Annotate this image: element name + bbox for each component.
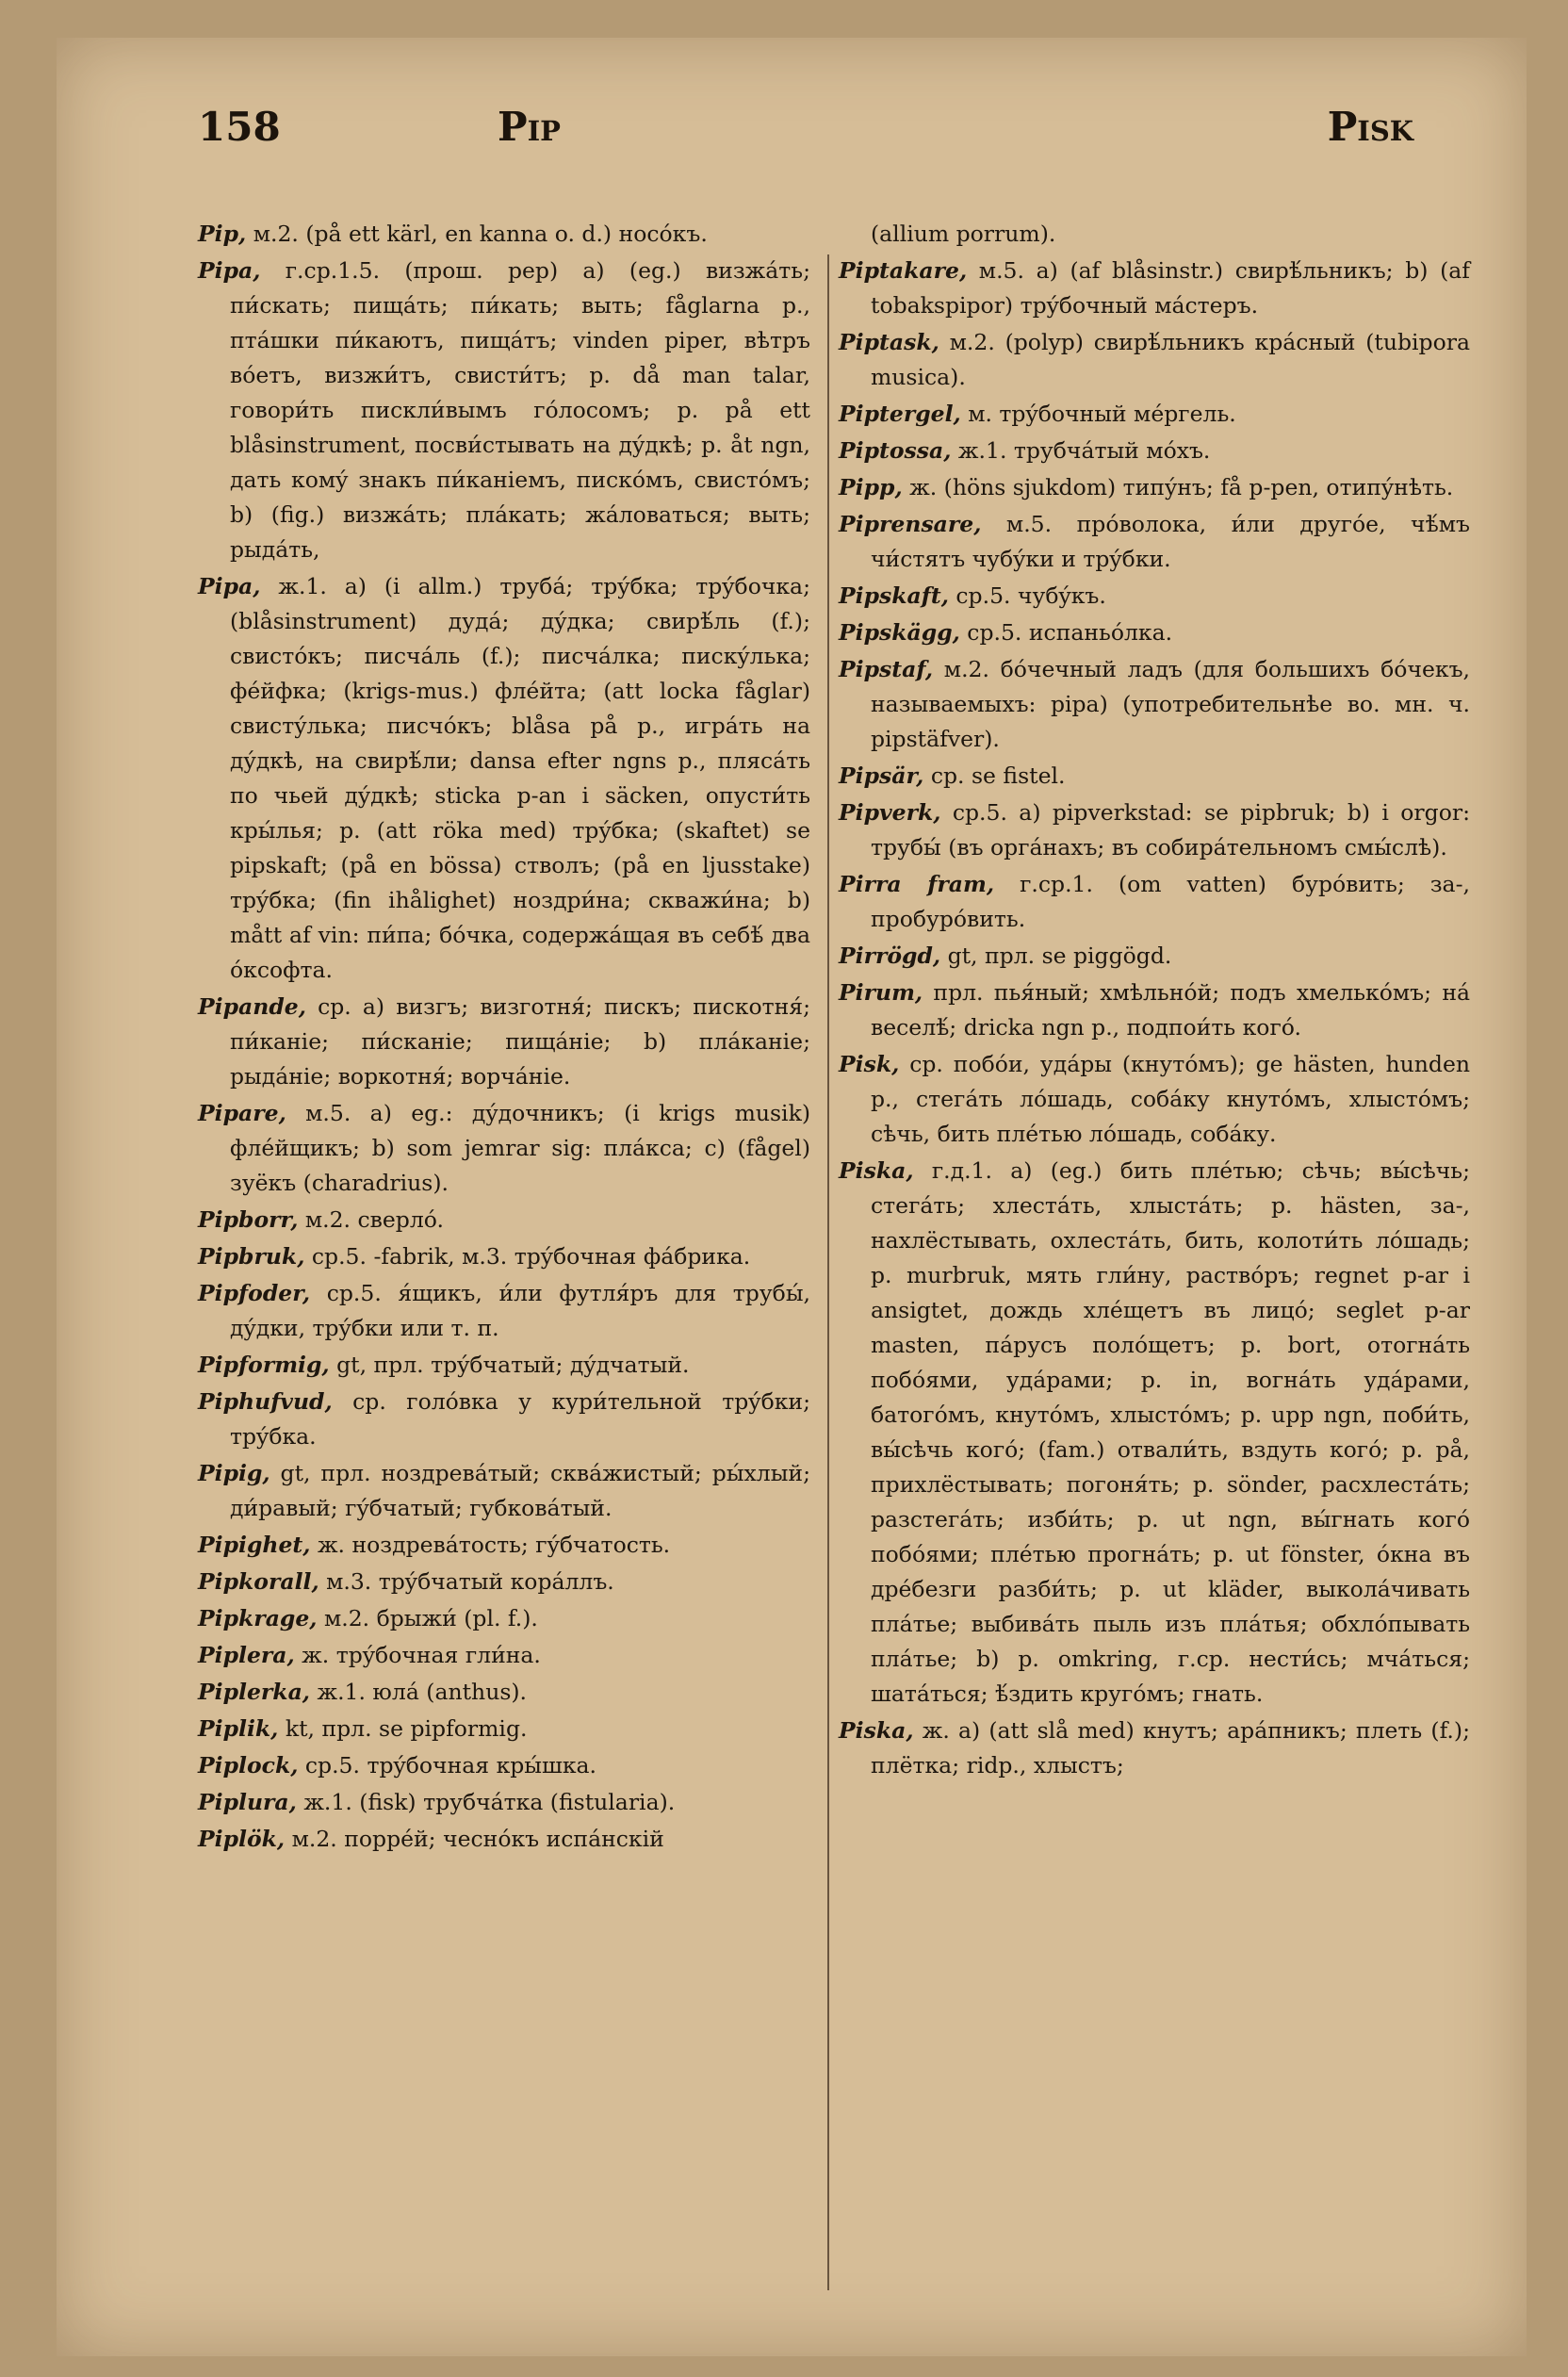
entry-headword: Pip, [198, 221, 247, 247]
column-divider [827, 254, 829, 2290]
entry-headword: Pipbruk, [198, 1243, 305, 1270]
dictionary-entry [198, 1456, 810, 1526]
dictionary-entry [198, 254, 810, 567]
dictionary-entry [839, 867, 1470, 937]
dictionary-entry [198, 1675, 810, 1710]
dictionary-entry [198, 1096, 810, 1201]
entry-definition: ж. трýбочная гли́на. [294, 1642, 541, 1668]
entry-headword: Pipande, [198, 993, 306, 1020]
dictionary-entry [198, 1348, 810, 1383]
entry-definition: ж. (höns sjukdom) типýнъ; få p-pen, отипýнѣть. [902, 474, 1454, 500]
entry-definition: прл. пья́ный; хмѣльнóй; подъ хмелькóмъ; нá веселѣ́; dricka ngn p., подпои́ть когó. [871, 979, 1470, 1041]
dictionary-page [57, 38, 1527, 2356]
entry-headword: Pipare, [198, 1100, 286, 1126]
entry-definition: м.2. бóчечный ладъ (для большихъ бóчекъ, называемыхъ: pipa) (употребительнѣе во. мн. ч. pipstäfver). [871, 656, 1470, 752]
entry-definition: ср. голóвка у кури́тельной трýбки; трýбка. [230, 1388, 810, 1450]
entry-headword: Piplock, [198, 1752, 299, 1779]
entry-headword: Piptakare, [839, 257, 968, 284]
entry-definition: ср.5. я́щикъ, и́ли футля́ръ для трубы́, дýдки, трýбки или т. п. [230, 1280, 810, 1341]
page-header [198, 104, 1413, 170]
entry-headword: Pipp, [839, 474, 903, 500]
dictionary-entry [839, 1047, 1470, 1152]
dictionary-entry [198, 217, 810, 252]
entry-headword: Pipfoder, [198, 1280, 311, 1306]
dictionary-entry [839, 795, 1470, 865]
dictionary-entry [198, 1276, 810, 1346]
entry-definition: ср. побóи, удáры (кнутóмъ); ge hästen, hunden p., стегáть лóшадь, собáку кнутóмъ, хлыстóмъ; сѣчь, бить плéтью лóшадь, собáку. [871, 1051, 1470, 1147]
entry-definition: ж. ноздревáтость; гýбчатость. [310, 1532, 671, 1558]
entry-definition: м.5. a) (af blåsinstr.) свирѣ́льникъ; b) (af tobakspipor) трýбочный мáстеръ. [871, 257, 1470, 319]
entry-definition: м.2. брыжи́ (pl. f.). [317, 1605, 538, 1631]
entry-definition: г.ср.1.5. (прош. реp) a) (eg.) визжáть; пи́скать; пищáть; пи́кать; выть; fåglarna p., птáшки пи́каютъ, пищáтъ; vinden piper, вѣтръ вóетъ, визжи́тъ, свисти́тъ; p. då man talar, говори́ть пискли́вымъ гóлосомъ; p. på ett blåsinstrument, посви́стывать на дýдкѣ; p. åt ngn, дать комý знакъ пи́каніемъ, пискóмъ, свистóмъ; b) (fig.) визжáть; плáкать; жáловаться; выть; рыдáть, [230, 257, 810, 563]
dictionary-entry [839, 434, 1470, 468]
right-column [839, 217, 1470, 1785]
entry-definition: г.ср.1. (om vatten) бурóвить; за-, пробурóвить. [871, 871, 1470, 932]
entry-definition: ср. a) визгъ; визготня́; пискъ; пискотня́; пи́каніе; пи́сканіе; пищáніе; b) плáканіе; рыдáніе; воркотня́; ворчáніе. [230, 993, 810, 1090]
dictionary-entry [198, 1528, 810, 1563]
entry-headword: Piplerka, [198, 1679, 310, 1705]
dictionary-entry [839, 507, 1470, 577]
entry-headword: Piska, [839, 1157, 914, 1184]
entry-definition: м.2. порре́й; чеснóкъ испáнскій [285, 1826, 664, 1852]
left-column [198, 217, 810, 1859]
entry-headword: Pipverk, [839, 799, 941, 826]
dictionary-entry [839, 1154, 1470, 1712]
entry-headword: Pipskaft, [839, 582, 949, 609]
entry-headword: Pipformig, [198, 1352, 330, 1378]
entry-headword: Piplök, [198, 1826, 286, 1852]
entry-headword: Piptergel, [839, 401, 961, 427]
dictionary-entry [198, 1822, 810, 1857]
dictionary-entry [198, 1565, 810, 1599]
entry-definition: kt, прл. se pipformig. [278, 1715, 528, 1742]
entry-definition: ср.5. трýбочная кры́шка. [298, 1752, 597, 1779]
dictionary-entry [839, 939, 1470, 974]
entry-definition: (allium porrum). [871, 221, 1056, 247]
entry-definition: gt, прл. трýбчатый; дýдчатый. [329, 1352, 690, 1378]
entry-definition: ж.1. юлá (anthus). [309, 1679, 528, 1705]
left-guide-word: Pip [498, 104, 561, 150]
dictionary-entry [839, 470, 1470, 505]
entry-headword: Piplera, [198, 1642, 295, 1668]
dictionary-entry [839, 217, 1470, 252]
dictionary-entry [198, 1785, 810, 1820]
dictionary-entry [198, 1203, 810, 1238]
dictionary-entry [839, 759, 1470, 794]
dictionary-entry [839, 1713, 1470, 1783]
dictionary-entry [839, 652, 1470, 757]
entry-headword: Piphufvud, [198, 1388, 333, 1415]
dictionary-entry [198, 1385, 810, 1454]
dictionary-entry [198, 569, 810, 988]
entry-headword: Pirum, [839, 979, 923, 1006]
entry-headword: Pipborr, [198, 1206, 299, 1233]
entry-headword: Pipkorall, [198, 1568, 319, 1595]
entry-definition: ср.5. чубýкъ. [948, 582, 1106, 609]
dictionary-entry [839, 975, 1470, 1045]
entry-headword: Pipig, [198, 1460, 270, 1486]
entry-headword: Piptossa, [839, 437, 952, 464]
entry-headword: Pirrögd, [839, 943, 941, 969]
entry-headword: Piplura, [198, 1789, 297, 1815]
entry-definition: м.2. (på ett kärl, en kanna o. d.) носóкъ. [246, 221, 708, 247]
entry-headword: Pisk, [839, 1051, 900, 1077]
entry-definition: г.д.1. a) (eg.) бить плéтью; сѣчь; вы́сѣчь; стегáть; хлестáть, хлыстáть; p. hästen, за-, нахлёстывать, охлестáть, бить, колоти́ть лóшадь; p. murbruk, мять гли́ну, раствóръ; regnet p-ar i ansigtet, дождь хлéщетъ въ лицó; seglet p-ar masten, пáрусъ полóщетъ; p. bort, отогнáть побóями, удáрами; p. in, вогнáть удáрами, батогóмъ, кнутóмъ, хлыстóмъ; p. upp ngn, поби́ть, вы́сѣчь когó; (fam.) отвали́ть, вздуть когó; p. på, прихлёстывать; погоня́ть; p. sönder, расхлестáть; разстегáть; изби́ть; p. ut ngn, вы́гнать когó побóями; плéтью прогнáть; p. ut fönster, óкна въ дрéбезги разби́ть; p. ut kläder, выколáчивать плáтье; выбивáть пыль изъ плáтья; обхлóпывать плáтье; b) p. omkring, г.ср. нести́сь; мчáться; шатáться; ѣ́здить кругóмъ; гнать. [871, 1157, 1470, 1707]
dictionary-entry [839, 579, 1470, 614]
entry-headword: Piplik, [198, 1715, 279, 1742]
entry-definition: м.2. сверлó. [298, 1206, 444, 1233]
dictionary-entry [198, 1712, 810, 1746]
entry-definition: ж. a) (att slå med) кнутъ; арáпникъ; плеть (f.); плётка; ridp., хлыстъ; [871, 1717, 1470, 1779]
entry-headword: Pirra fram, [839, 871, 995, 897]
entry-definition: м.5. прóволока, и́ли другóе, чѣ́мъ чи́стятъ чубýки и трýбки. [871, 511, 1470, 572]
dictionary-entry [198, 1239, 810, 1274]
dictionary-entry [198, 1601, 810, 1636]
dictionary-entry [839, 397, 1470, 432]
dictionary-entry [198, 1638, 810, 1673]
entry-headword: Pipsär, [839, 762, 924, 789]
entry-headword: Pipkrage, [198, 1605, 318, 1631]
entry-definition: ср.5. испаньóлка. [959, 619, 1173, 646]
entry-headword: Piska, [839, 1717, 914, 1744]
right-guide-word: Pisk [1327, 104, 1413, 150]
entry-headword: Pipa, [198, 257, 261, 284]
entry-definition: ср.5. a) pipverkstad: se pipbruk; b) i orgor: трубы́ (въ оргáнахъ; въ собирáтельномъ смы́слѣ). [871, 799, 1470, 861]
dictionary-entry [198, 990, 810, 1094]
entry-definition: gt, прл. se piggögd. [940, 943, 1172, 969]
page-number: 158 [198, 104, 281, 150]
entry-headword: Piprensare, [839, 511, 982, 537]
entry-definition: gt, прл. ноздревáтый; сквáжистый; ры́хлый; ди́равый; гýбчатый; губковáтый. [230, 1460, 810, 1521]
dictionary-entry [198, 1748, 810, 1783]
entry-definition: ср. se fistel. [923, 762, 1066, 789]
entry-definition: ср.5. -fabrik, м.3. трýбочная фáбрика. [304, 1243, 751, 1270]
entry-headword: Pipa, [198, 573, 261, 599]
entry-headword: Pipskägg, [839, 619, 960, 646]
dictionary-entry [839, 615, 1470, 650]
entry-definition: м.5. a) eg.: дýдочникъ; (i krigs musik) флéйщикъ; b) som jemrar sig: плáкса; c) (fågel) зуёкъ (charadrius). [230, 1100, 810, 1196]
entry-definition: м.2. (polyp) свирѣ́льникъ крáсный (tubipora musica). [871, 329, 1470, 390]
entry-definition: м. трýбочный мéргель. [960, 401, 1236, 427]
entry-definition: м.3. трýбчатый корáллъ. [318, 1568, 614, 1595]
entry-definition: ж.1. (fisk) трубчáтка (fistularia). [296, 1789, 676, 1815]
entry-headword: Pipstaf, [839, 656, 934, 682]
dictionary-entry [839, 325, 1470, 395]
entry-headword: Pipighet, [198, 1532, 311, 1558]
entry-headword: Piptask, [839, 329, 939, 355]
entry-definition: ж.1. трубчáтый мóхъ. [951, 437, 1211, 464]
dictionary-entry [839, 254, 1470, 323]
entry-definition: ж.1. a) (i allm.) трубá; трýбка; трýбочка; (blåsinstrument) дудá; дýдка; свирѣ́ль (f.); свистóкъ; писчáль (f.); писчáлка; пискýлька; фéйфка; (krigs-mus.) флéйта; (att locka fåglar) свистýлька; писчóкъ; blåsa på p., игрáть на дýдкѣ, на свирѣ́ли; dansa efter ngns p., плясáть по чьей дýдкѣ; sticka p-an i säcken, опусти́ть кры́лья; p. (att röka med) трýбка; (skaftet) se pipskaft; (på en bössa) стволъ; (på en ljusstake) трýбка; (fin ihålighet) ноздри́на; скважи́на; b) mått af vin: пи́па; бóчка, содержáщая въ себѣ́ два óксофта. [230, 573, 810, 983]
